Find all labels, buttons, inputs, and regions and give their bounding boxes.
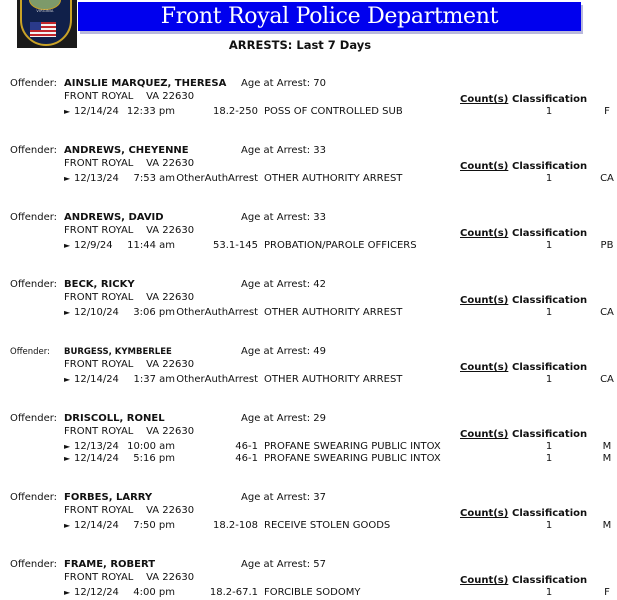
charge-description: FORCIBLE SODOMY [264,587,361,598]
charge-classification: M [602,520,612,531]
classification-header: Classification [512,575,588,586]
charge-count: 1 [545,240,553,251]
charge-row [64,520,612,533]
offender-address: FRONT ROYAL VA 22630 [64,359,195,370]
us-flag-icon [30,22,56,37]
arrest-date: 12/10/24 [74,307,119,318]
charge-count: 1 [545,106,553,117]
age-at-arrest: Age at Arrest: 33 [241,212,326,223]
arrest-date: 12/13/24 [74,173,119,184]
title-banner [78,2,581,31]
offender-name: FORBES, LARRY [64,492,153,503]
charge-row [64,453,612,466]
classification-header: Classification [512,94,588,105]
counts-header: Count(s) [460,295,509,306]
arrest-time: 10:00 am [127,441,175,452]
arrow-right-icon: ► [64,521,71,530]
offender-label: Offender: [10,78,58,89]
charge-description: POSS OF CONTROLLED SUB [264,106,403,117]
statute-code: OtherAuthArrest [176,374,258,385]
charge-description: OTHER AUTHORITY ARREST [264,374,403,385]
charge-count: 1 [545,453,553,464]
classification-header: Classification [512,362,588,373]
counts-header: Count(s) [460,575,509,586]
offender-name: BECK, RICKY [64,279,135,290]
arrest-time: 1:37 am [133,374,175,385]
charge-count: 1 [545,307,553,318]
charge-classification: M [602,453,612,464]
charge-description: PROBATION/PAROLE OFFICERS [264,240,417,251]
arrest-time: 7:50 pm [133,520,175,531]
offender-address: FRONT ROYAL VA 22630 [64,426,195,437]
offender-label: Offender: [10,347,50,357]
arrest-date: 12/9/24 [74,240,113,251]
statute-code: OtherAuthArrest [176,173,258,184]
arrest-date: 12/14/24 [74,374,119,385]
counts-header: Count(s) [460,94,509,105]
offender-label: Offender: [10,492,58,503]
charge-row [64,587,610,600]
charge-classification: M [602,441,612,452]
statute-code: 18.2-67.1 [209,587,258,598]
arrest-time: 11:44 am [127,240,175,251]
classification-header: Classification [512,228,588,239]
arrest-time: 12:33 pm [126,106,175,117]
arrest-date: 12/14/24 [74,106,119,117]
report-subtitle: ARRESTS: Last 7 Days [228,38,372,52]
arrest-time: 5:16 pm [133,453,175,464]
charge-description: PROFANE SWEARING PUBLIC INTOX [264,441,441,452]
statute-code: 46-1 [235,453,258,464]
charge-count: 1 [545,441,553,452]
arrest-date: 12/12/24 [74,587,119,598]
charge-row [64,240,614,253]
offender-address: FRONT ROYAL VA 22630 [64,158,195,169]
charge-classification: CA [600,374,614,385]
charge-description: PROFANE SWEARING PUBLIC INTOX [264,453,441,464]
arrow-right-icon: ► [64,375,71,384]
offender-name: ANDREWS, DAVID [64,212,164,223]
charge-count: 1 [545,374,553,385]
age-at-arrest: Age at Arrest: 57 [241,559,326,570]
charge-row [64,374,614,387]
charge-description: RECEIVE STOLEN GOODS [264,520,391,531]
statute-code: 53.1-145 [213,240,258,251]
arrow-right-icon: ► [64,442,71,451]
arrow-right-icon: ► [64,107,71,116]
arrest-time: 4:00 pm [133,587,175,598]
age-at-arrest: Age at Arrest: 37 [241,492,326,503]
offender-name: BURGESS, KYMBERLEE [64,347,172,357]
offender-address: FRONT ROYAL VA 22630 [64,505,195,516]
arrest-time: 3:06 pm [133,307,175,318]
offender-label: Offender: [10,279,58,290]
arrest-time: 7:53 am [133,173,175,184]
offender-label: Offender: [10,413,58,424]
charge-classification: CA [600,173,614,184]
counts-header: Count(s) [460,362,509,373]
arrow-right-icon: ► [64,588,71,597]
statute-code: OtherAuthArrest [176,307,258,318]
counts-header: Count(s) [460,161,509,172]
statute-code: 46-1 [235,441,258,452]
counts-header: Count(s) [460,508,509,519]
age-at-arrest: Age at Arrest: 49 [241,346,326,357]
classification-header: Classification [512,508,588,519]
charge-description: OTHER AUTHORITY ARREST [264,173,403,184]
badge-ribbon-text: VIRGINIA [36,9,54,13]
offender-label: Offender: [10,145,58,156]
charge-classification: F [604,106,610,117]
classification-header: Classification [512,429,588,440]
arrest-date: 12/14/24 [74,453,119,464]
arrow-right-icon: ► [64,308,71,317]
offender-name: FRAME, ROBERT [64,559,156,570]
offender-name: AINSLIE MARQUEZ, THERESA [64,78,227,89]
offender-address: FRONT ROYAL VA 22630 [64,292,195,303]
charge-description: OTHER AUTHORITY ARREST [264,307,403,318]
counts-header: Count(s) [460,429,509,440]
charge-row [64,106,610,119]
offender-name: ANDREWS, CHEYENNE [64,145,189,156]
charge-classification: PB [600,240,614,251]
charge-row [64,307,614,320]
charge-classification: CA [600,307,614,318]
charge-count: 1 [545,587,553,598]
classification-header: Classification [512,161,588,172]
classification-header: Classification [512,295,588,306]
charge-row [64,173,614,186]
age-at-arrest: Age at Arrest: 42 [241,279,326,290]
arrow-right-icon: ► [64,454,71,463]
statute-code: 18.2-108 [213,520,258,531]
arrow-right-icon: ► [64,174,71,183]
arrest-date: 12/14/24 [74,520,119,531]
charge-classification: F [604,587,610,598]
counts-header: Count(s) [460,228,509,239]
offender-name: DRISCOLL, RONEL [64,413,165,424]
page-title: Front Royal Police Department [160,4,499,29]
age-at-arrest: Age at Arrest: 33 [241,145,326,156]
offender-address: FRONT ROYAL VA 22630 [64,572,195,583]
statute-code: 18.2-250 [213,106,258,117]
offender-label: Offender: [10,212,58,223]
age-at-arrest: Age at Arrest: 70 [241,78,326,89]
offender-address: FRONT ROYAL VA 22630 [64,225,195,236]
age-at-arrest: Age at Arrest: 29 [241,413,326,424]
offender-address: FRONT ROYAL VA 22630 [64,91,195,102]
arrest-date: 12/13/24 [74,441,119,452]
offender-label: Offender: [10,559,58,570]
charge-count: 1 [545,173,553,184]
charge-count: 1 [545,520,553,531]
arrow-right-icon: ► [64,241,71,250]
